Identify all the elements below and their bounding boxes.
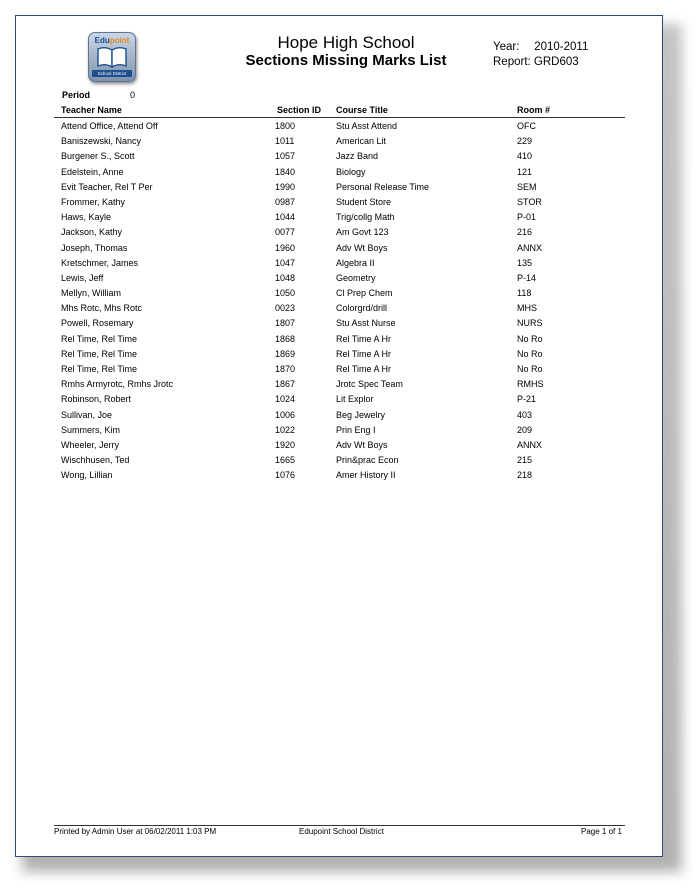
header-divider [54,117,625,118]
table-row: Mhs Rotc, Mhs Rotc 0023 Colorgrd/drill MHS [61,303,537,314]
period-label: Period [62,90,91,100]
table-row: Haws, Kayle 1044 Trig/collg Math P-01 [61,212,537,223]
year-report-info [493,40,588,70]
table-row: Wong, Lillian 1076 Amer History II 218 [61,470,533,481]
year-value: 2010-2011 [534,41,589,53]
year-label: Year: [493,41,520,53]
table-row: Lewis, Jeff 1048 Geometry P-14 [61,272,537,283]
table-row: Rel Time, Rel Time 1870 Rel Time A Hr No Ro [61,364,543,374]
table-row: Edelstein, Anne 1840 Biology 121 [61,166,533,177]
table-row: Sullivan, Joe 1006 Beg Jewelry 403 [61,409,533,420]
logo-brand: Edupoint [94,36,130,45]
column-header-section: Section ID [277,105,322,115]
table-row: Robinson, Robert 1024 Lit Explor P-21 [61,394,537,405]
table-row: Powell, Rosemary 1807 Stu Asst Nurse NURS [61,318,543,329]
table-row: Jackson, Kathy 0077 Am Govt 123 216 [61,227,533,238]
table-row: Baniszewski, Nancy 1011 American Lit 229 [61,136,533,147]
report-page [15,15,663,857]
table-row: Frommer, Kathy 0987 Student Store STOR [61,196,542,207]
table-row: Burgener S., Scott 1057 Jazz Band 410 [61,151,533,162]
table-row: Joseph, Thomas 1960 Adv Wt Boys ANNX [61,242,543,253]
table-row: Wischhusen, Ted 1665 Prin&prac Econ 215 [61,455,533,466]
footer-page-number: Page 1 of 1 [581,827,622,836]
period-field [62,90,136,100]
report-title: Sections Missing Marks List [245,52,447,69]
table-body [16,120,664,485]
table-row: Evit Teacher, Rel T Per 1990 Personal Release Time SEM [61,181,537,192]
table-row: Rel Time, Rel Time 1869 Rel Time A Hr No Ro [61,348,543,359]
column-header-course: Course Title [336,105,388,115]
table-row: Rel Time, Rel Time 1868 Rel Time A Hr No Ro [61,333,543,344]
book-icon [96,46,128,68]
period-value: 0 [130,90,136,100]
column-header-room: Room # [517,105,551,115]
report-label: Report: [493,56,531,68]
table-row: Wheeler, Jerry 1920 Adv Wt Boys ANNX [61,439,543,450]
edupoint-logo [88,32,136,82]
table-row: Mellyn, William 1050 Cl Prep Chem 118 [61,288,532,299]
footer-printed-by: Printed by Admin User at 06/02/2011 1:03 PM [54,827,217,836]
report-value: GRD603 [533,56,579,68]
table-row: Summers, Kim 1022 Prin Eng I 209 [61,424,533,435]
school-name: Hope High School [277,33,415,52]
footer-divider [54,825,625,826]
table-row: Attend Office, Attend Off 1800 Stu Asst Attend OFC [61,121,536,131]
footer-district: Edupoint School District [299,827,384,836]
logo-caption: School District [92,70,132,77]
table-row: Rmhs Armyrotc, Rmhs Jrotc 1867 Jrotc Spec Team RMHS [61,379,544,390]
table-row: Kretschmer, James 1047 Algebra II 135 [61,257,533,268]
column-header-teacher: Teacher Name [61,105,122,115]
